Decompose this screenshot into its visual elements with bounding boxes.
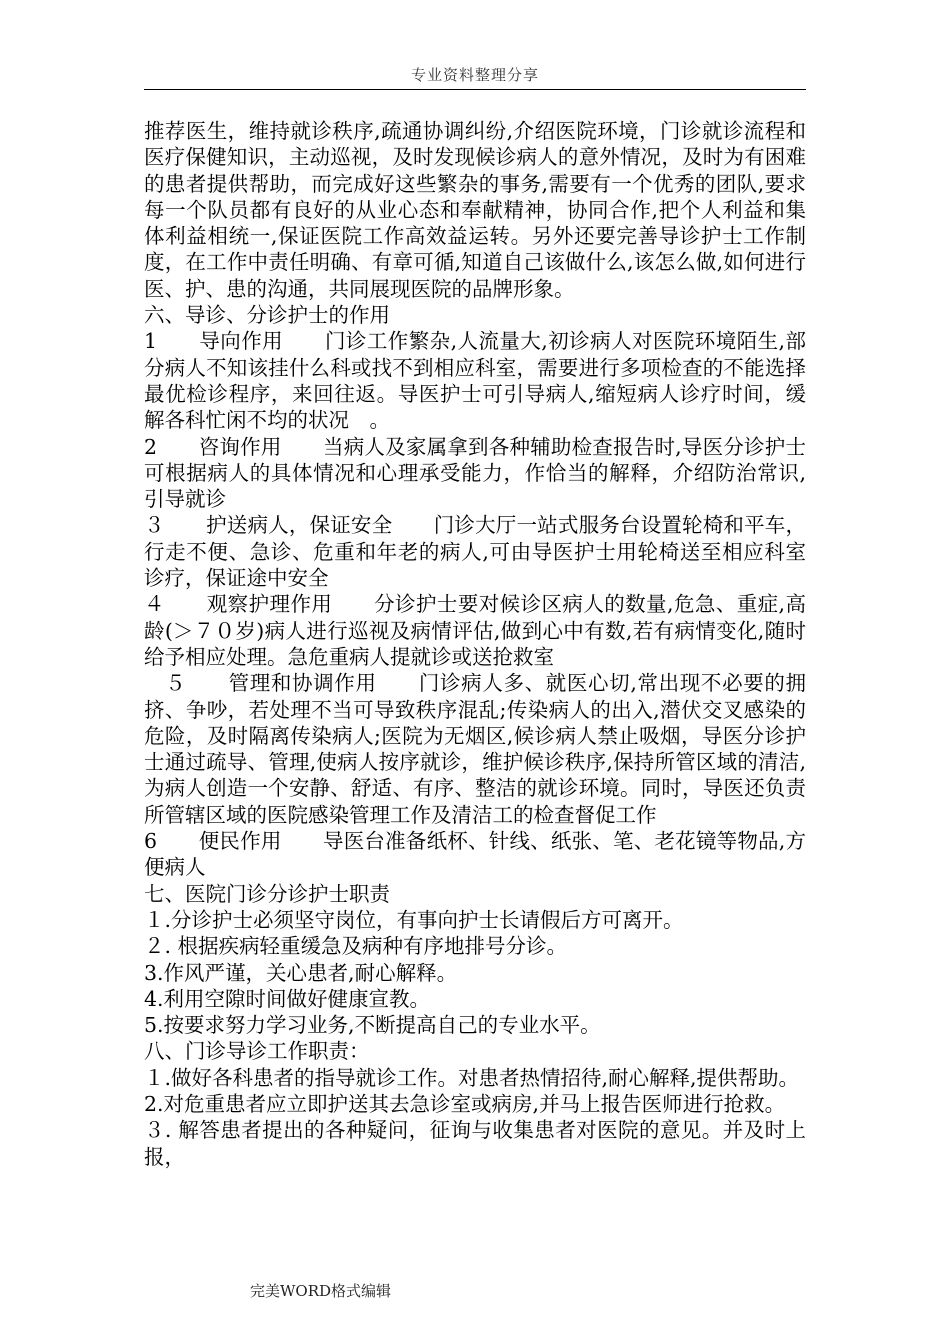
paragraph-guidance: 1 导向作用 门诊工作繁杂,人流量大,初诊病人对医院环境陌生,部分病人不知该挂什么科或找不到相应科室，需要进行多项检查的不能选择最优检诊程序，来回往返。导医护士可引导病人,缩短病人诊疗时间，缓解各科忙闲不均的状况 。 [144,329,806,433]
page-footer: 完美WORD格式编辑 [250,1282,392,1300]
list-item: １.分诊护士必须坚守岗位，有事向护士长请假后方可离开。 [144,907,684,932]
list-item: １.做好各科患者的指导就诊工作。对患者热情招待,耐心解释,提供帮助。 [144,1065,800,1090]
list-item: 2.对危重患者应立即护送其去急诊室或病房,并马上报告医师进行抢救。 [144,1091,786,1116]
section-heading-6: 六、导诊、分诊护士的作用 [144,303,390,328]
list-item: 5.按要求努力学习业务,不断提高自己的专业水平。 [144,1013,601,1038]
section-heading-8: 八、门诊导诊工作职责： [144,1039,370,1064]
header-divider [144,89,806,90]
paragraph-management: ５ 管理和协调作用 门诊病人多、就医心切,常出现不必要的拥挤、争吵，若处理不当可导致秩序混乱;传染病人的出入,潜伏交叉感染的危险，及时隔离传染病人;医院为无烟区,候诊病人禁止吸烟，导医分诊护士通过疏导、管理,使病人按序就诊，维护候诊秩序,保持所管区域的清洁,为病人创造一个安静、舒适、有序、整洁的就诊环境。同时，导医还负责所管辖区域的医院感染管理工作及清洁工的检查督促工作 [144,671,806,827]
list-item: ３. 解答患者提出的各种疑问，征询与收集患者对医院的意见。并及时上报， [144,1118,806,1169]
list-item: 3.作风严谨，关心患者,耐心解释。 [144,960,458,985]
paragraph-escort: ３ 护送病人，保证安全 门诊大厅一站式服务台设置轮椅和平车，行走不便、急诊、危重和年老的病人,可由导医护士用轮椅送至相应科室诊疗，保证途中安全 [144,513,806,591]
list-item: 4.利用空隙时间做好健康宣教。 [144,986,431,1011]
paragraph-convenience: 6 便民作用 导医台准备纸杯、针线、纸张、笔、老花镜等物品,方便病人 [144,829,806,880]
paragraph-intro: 推荐医生，维持就诊秩序,疏通协调纠纷,介绍医院环境，门诊就诊流程和医疗保健知识，主动巡视，及时发现候诊病人的意外情况，及时为有困难的患者提供帮助，而完成好这些繁杂的事务,需要有一个优秀的团队,要求每一个队员都有良好的从业心态和奉献精神，协同合作,把个人利益和集体利益相统一,保证医院工作高效益运转。另外还要完善导诊护士工作制度，在工作中责任明确、有章可循,知道自己该做什么,该怎么做,如何进行医、护、患的沟通，共同展现医院的品牌形象。 [144,119,806,301]
paragraph-observation: ４ 观察护理作用 分诊护士要对候诊区病人的数量,危急、重症,高龄(＞７０岁)病人进行巡视及病情评估,做到心中有数,若有病情变化,随时给予相应处理。急危重病人提就诊或送抢救室 [144,592,806,669]
list-item: ２. 根据疾病轻重缓急及病种有序地排号分诊。 [144,934,568,959]
document-body [144,118,806,1170]
paragraph-consulting: 2 咨询作用 当病人及家属拿到各种辅助检查报告时,导医分诊护士可根据病人的具体情况和心理承受能力，作恰当的解释，介绍防治常识,引导就诊 [144,434,806,512]
section-heading-7: 七、医院门诊分诊护士职责 [144,881,390,906]
page-header: 专业资料整理分享 [410,66,539,84]
